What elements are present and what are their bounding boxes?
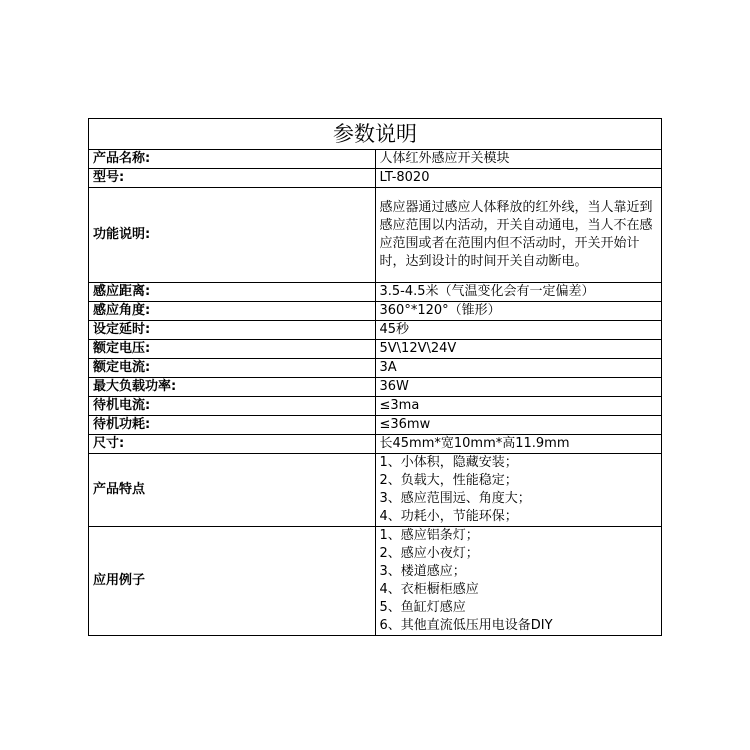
table-title: 参数说明 [89,119,662,150]
row-value: 360°*120°（锥形） [375,302,662,321]
table-row [89,169,662,188]
application-item: 2、感应小夜灯； [379,546,479,561]
table-row [89,340,662,359]
spec-table [88,118,662,636]
row-value: LT-8020 [375,169,662,188]
table-row [89,188,662,283]
row-value: 5V\12V\24V [375,340,662,359]
row-label: 额定电流: [89,359,376,378]
table-row [89,416,662,435]
table-row [89,378,662,397]
row-label: 待机功耗: [89,416,376,435]
row-value: 人体红外感应开关模块 [375,150,662,169]
features-label: 产品特点 [89,454,376,527]
application-item: 5、鱼缸灯感应 [379,600,466,615]
feature-item: 3、感应范围远、角度大； [379,491,531,506]
table-row [89,321,662,340]
row-label: 最大负载功率: [89,378,376,397]
row-label: 型号: [89,169,376,188]
applications-row [89,527,662,636]
row-label: 设定延时: [89,321,376,340]
row-label: 感应角度: [89,302,376,321]
application-item: 1、感应铝条灯； [379,528,479,543]
row-label: 功能说明: [89,188,376,283]
row-value: 45秒 [375,321,662,340]
row-label: 感应距离: [89,283,376,302]
feature-item: 4、功耗小，节能环保； [379,509,518,524]
row-value: 长45mm*宽10mm*高11.9mm [375,435,662,454]
row-label: 产品名称: [89,150,376,169]
table-row [89,302,662,321]
application-item: 6、其他直流低压用电设备DIY [379,618,553,633]
row-label: 待机电流: [89,397,376,416]
table-row [89,435,662,454]
row-label: 额定电压: [89,340,376,359]
table-row [89,150,662,169]
application-item: 4、衣柜橱柜感应 [379,582,479,597]
features-list [375,454,662,527]
application-item: 3、楼道感应； [379,564,466,579]
row-value: ≤36mw [375,416,662,435]
row-label: 尺寸: [89,435,376,454]
row-value: 3A [375,359,662,378]
feature-item: 2、负载大，性能稳定； [379,473,518,488]
row-value: ≤3ma [375,397,662,416]
row-value: 36W [375,378,662,397]
function-description: 感应器通过感应人体释放的红外线，当人靠近到感应范围以内活动，开关自动通电，当人不在感应范围或者在范围内但不活动时，开关开始计时，达到设计的时间开关自动断电。 [375,188,662,283]
table-row [89,359,662,378]
features-row [89,454,662,527]
applications-label: 应用例子 [89,527,376,636]
table-row [89,397,662,416]
row-value: 3.5-4.5米（气温变化会有一定偏差） [375,283,662,302]
table-row [89,283,662,302]
applications-list [375,527,662,636]
title-row [89,119,662,150]
feature-item: 1、小体积，隐藏安装； [379,455,518,470]
